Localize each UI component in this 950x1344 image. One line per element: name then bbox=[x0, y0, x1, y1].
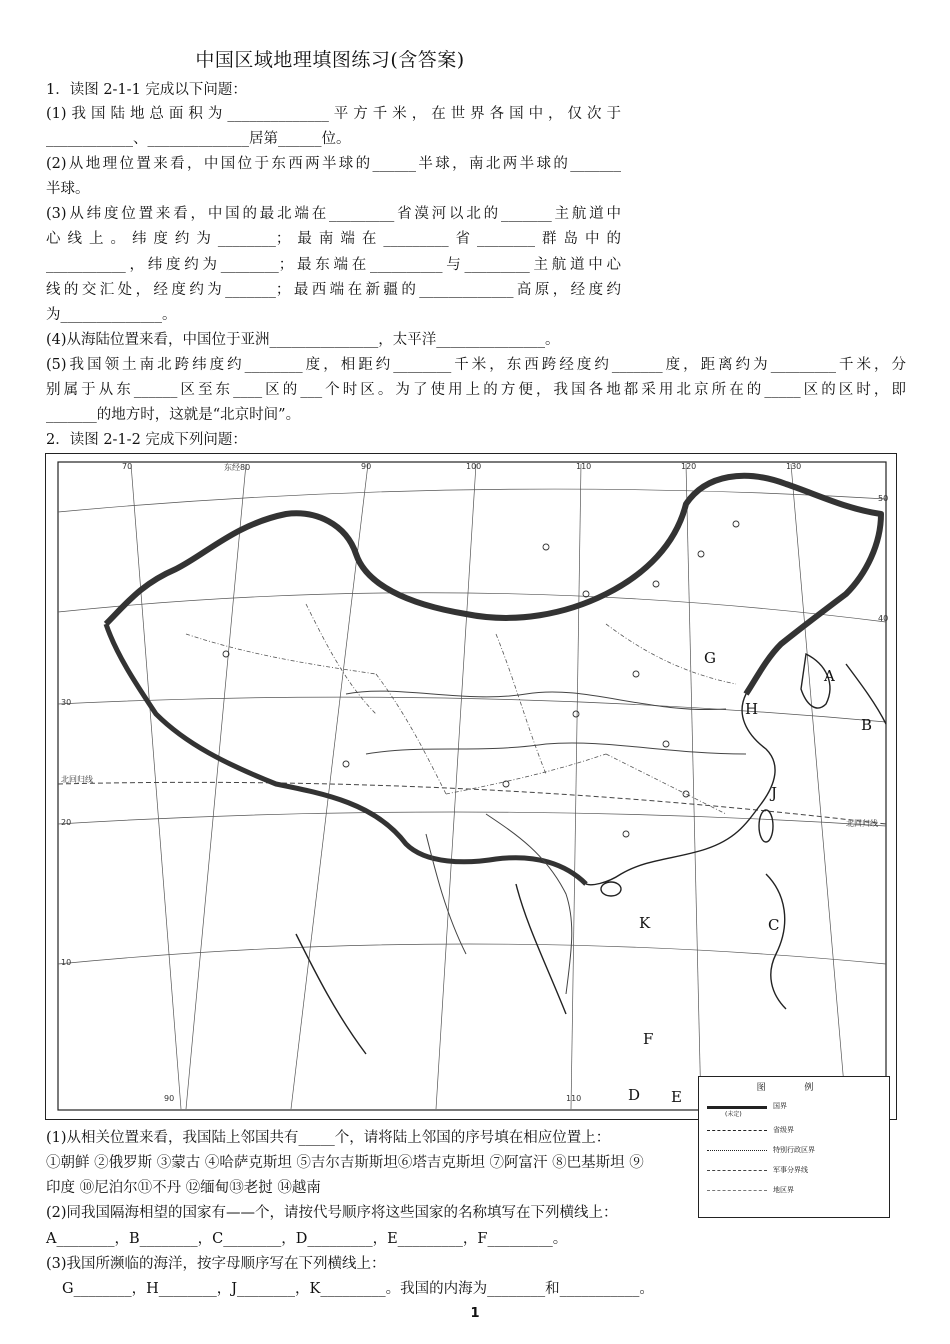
legend-label: 特别行政区界 bbox=[773, 1146, 815, 1154]
q1-line: (4)从海陆位置来看，中国位于亚洲_______________，太平洋_______________。 bbox=[46, 332, 560, 348]
map-label-k: K bbox=[639, 914, 651, 932]
q1-line: 为______________。 bbox=[46, 307, 177, 323]
legend-sample-province bbox=[707, 1130, 767, 1131]
q1-line: ____________、______________居第______位。 bbox=[46, 131, 351, 147]
q1-line: 别属于从东______区至东____区的___个时区。为了使用上的方便，我国各地都采用北京所在的_____区的区时，即 bbox=[46, 382, 906, 398]
degree-label: 40 bbox=[878, 614, 889, 623]
degree-label: 70 bbox=[122, 462, 133, 471]
map-label-f: F bbox=[643, 1030, 654, 1048]
degree-label: 120 bbox=[681, 462, 697, 471]
degree-label: 北回归线 bbox=[61, 775, 93, 784]
degree-label: 130 bbox=[786, 462, 802, 471]
legend-label: 地区界 bbox=[773, 1186, 794, 1194]
q1-line: _______的地方时，这就是“北京时间”。 bbox=[46, 407, 301, 423]
legend-item bbox=[707, 1101, 885, 1118]
legend-label: 省级界 bbox=[773, 1126, 794, 1134]
q1-line: (5)我国领土南北跨纬度约________度，相距约________千米，东西跨经度约_______度，距离约为_________千米，分 bbox=[46, 357, 906, 373]
q1-line: 半球。 bbox=[46, 181, 90, 197]
q1-line: (2)从地理位置来看，中国位于东西两半球的______半球，南北两半球的_______ bbox=[46, 156, 621, 172]
map-label-e: E bbox=[671, 1088, 682, 1106]
page-title: 中国区域地理填图练习(含答案) bbox=[195, 49, 465, 71]
degree-label: 30 bbox=[61, 698, 72, 707]
legend-sample-sar bbox=[707, 1150, 767, 1151]
q1-line: ___________，纬度约为________；最东端在__________与_________主航道中心 bbox=[46, 257, 621, 273]
degree-label: 20 bbox=[61, 818, 72, 827]
q1-line: 心线上。纬度约为________；最南端在_________省________群岛中的 bbox=[46, 231, 621, 247]
degree-label: 北回归线 bbox=[846, 819, 878, 828]
degree-label: 110 bbox=[576, 462, 592, 471]
degree-label: 100 bbox=[466, 462, 482, 471]
legend-label: 国界 bbox=[773, 1102, 787, 1110]
q1-intro: 1．读图 2-1-1 完成以下问题： bbox=[46, 82, 247, 98]
map-label-a: A bbox=[824, 667, 835, 685]
legend-item bbox=[707, 1125, 885, 1137]
q2-neighbor-list: 印度 ⑩尼泊尔⑪不丹 ⑫缅甸⑬老挝 ⑭越南 bbox=[46, 1180, 321, 1196]
degree-label: 90 bbox=[361, 462, 372, 471]
q2-line: G________，H________，J________，K_________。我国的内海为________和___________。 bbox=[62, 1281, 654, 1297]
map-label-j: J bbox=[771, 784, 778, 802]
map-label-h: H bbox=[745, 700, 759, 718]
q2-line: (2)同我国隔海相望的国家有——个，请按代号顺序将这些国家的名称填写在下列横线上： bbox=[46, 1205, 618, 1221]
q2-line: (1)从相关位置来看，我国陆上邻国共有_____个，请将陆上邻国的序号填在相应位置上： bbox=[46, 1130, 611, 1146]
legend-sample-region bbox=[707, 1190, 767, 1191]
q1-line: (1)我国陆地总面积为______________平方千米，在世界各国中，仅次于 bbox=[46, 106, 621, 122]
q2-line: A________，B________，C________，D_________，E_________，F_________。 bbox=[46, 1231, 568, 1247]
degree-label: 东经80 bbox=[224, 463, 251, 472]
map-label-d: D bbox=[628, 1086, 641, 1104]
map-legend bbox=[698, 1076, 890, 1218]
map-label-c: C bbox=[768, 916, 780, 934]
legend-title: 图 例 bbox=[756, 1083, 832, 1093]
q2-neighbor-list: ①朝鲜 ②俄罗斯 ③蒙古 ④哈萨克斯坦 ⑤吉尔吉斯斯坦⑥塔吉克斯坦 ⑦阿富汗 ⑧巴基斯坦 ⑨ bbox=[46, 1155, 644, 1171]
q2-line: (3)我国所濒临的海洋，按字母顺序写在下列横线上： bbox=[46, 1256, 386, 1272]
degree-label: 50 bbox=[878, 494, 889, 503]
map-label-b: B bbox=[861, 716, 873, 734]
legend-sample-note: (未定) bbox=[725, 1111, 742, 1118]
legend-item bbox=[707, 1185, 885, 1197]
degree-label: 10 bbox=[61, 958, 72, 967]
q1-line: 线的交汇处，经度约为_______；最西端在新疆的_____________高原，经度约 bbox=[46, 282, 621, 298]
map-label-g: G bbox=[704, 649, 716, 667]
china-map-drawing bbox=[46, 454, 896, 1119]
q2-intro: 2．读图 2-1-2 完成下列问题： bbox=[46, 432, 247, 448]
degree-label: 110 bbox=[566, 1094, 582, 1103]
degree-label: 90 bbox=[164, 1094, 175, 1103]
legend-label: 军事分界线 bbox=[773, 1166, 808, 1174]
q1-line: (3)从纬度位置来看，中国的最北端在_________省漠河以北的_______主航道中 bbox=[46, 206, 621, 222]
page-number: 1 bbox=[470, 1306, 480, 1321]
